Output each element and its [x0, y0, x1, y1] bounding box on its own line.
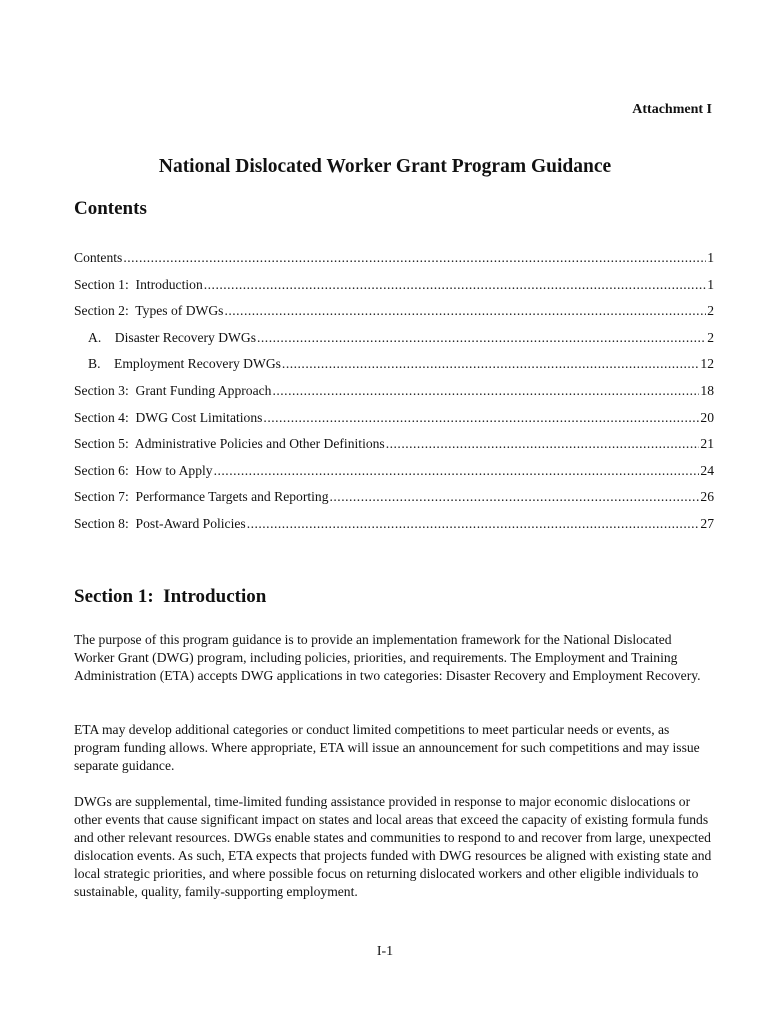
contents-heading: Contents: [74, 198, 147, 219]
toc-entry-label: Section 5: Administrative Policies and Other Definitions: [74, 436, 385, 452]
toc-entry-page: 1: [707, 276, 714, 292]
toc-dot-leader: [282, 356, 699, 372]
toc-entry-page: 12: [700, 356, 714, 372]
intro-paragraph-2: ETA may develop additional categories or conduct limited competitions to meet particular needs or events, as program funding allows. Where appropriate, ETA will issue an announcement for such competitions and may issue separate guidance.: [74, 722, 700, 773]
toc-dot-leader: [247, 516, 700, 532]
toc-entry-label: A. Disaster Recovery DWGs: [88, 329, 256, 345]
toc-entry-section-5[interactable]: [74, 436, 714, 463]
toc-entry-contents[interactable]: [74, 250, 714, 277]
toc-dot-leader: [330, 489, 700, 505]
toc-entry-page: 24: [700, 462, 714, 478]
toc-entry-label: Section 6: How to Apply: [74, 462, 213, 478]
toc-entry-page: 20: [700, 409, 714, 425]
toc-entry-section-2[interactable]: [74, 303, 714, 330]
toc-entry-section-2b[interactable]: [74, 356, 714, 383]
toc-entry-label: Section 7: Performance Targets and Reporting: [74, 489, 329, 505]
toc-dot-leader: [224, 303, 706, 319]
intro-paragraph-1: The purpose of this program guidance is to provide an implementation framework for the National Dislocated Worker Grant (DWG) program, including policies, priorities, and requirements. The Employment and Training Administration (ETA) accepts DWG applications in two categories: Disaster Recovery and Employment Recovery.: [74, 632, 701, 683]
toc-entry-label: Section 4: DWG Cost Limitations: [74, 409, 263, 425]
toc-entry-page: 2: [707, 303, 714, 319]
toc-entry-section-1[interactable]: [74, 277, 714, 304]
toc-entry-section-2a[interactable]: [74, 330, 714, 357]
toc-entry-section-6[interactable]: [74, 463, 714, 490]
toc-entry-page: 27: [700, 515, 714, 531]
toc-entry-label: Section 2: Types of DWGs: [74, 303, 224, 319]
toc-entry-page: 1: [707, 250, 714, 265]
toc-dot-leader: [123, 250, 706, 266]
toc-dot-leader: [263, 410, 699, 426]
toc-entry-section-3[interactable]: [74, 383, 714, 410]
document-title: National Dislocated Worker Grant Program Guidance: [158, 156, 612, 177]
toc-entry-page: 2: [707, 329, 714, 345]
attachment-label: Attachment I: [632, 102, 712, 117]
toc-entry-section-4[interactable]: [74, 410, 714, 437]
toc-dot-leader: [214, 463, 700, 479]
section-1-heading: Section 1: Introduction: [74, 586, 267, 607]
intro-paragraph-3: DWGs are supplemental, time-limited funding assistance provided in response to major economic dislocations or other events that cause significant impact on states and local areas that exceed the capacity of existing formula funds and other relevant resources. DWGs enable states and communities to respond to and recover from large, unexpected dislocation events. As such, ETA expects that projects funded with DWG resources be aligned with existing state and local strategic priorities, and where possible focus on returning dislocated workers and other eligible individuals to sustainable, quality, family-supporting employment.: [74, 794, 712, 899]
toc-entry-page: 18: [700, 382, 714, 398]
toc-entry-label: Section 1: Introduction: [74, 276, 203, 292]
table-of-contents: [74, 250, 714, 543]
page-number: I-1: [376, 944, 394, 959]
toc-entry-label: Section 8: Post-Award Policies: [74, 515, 246, 531]
toc-dot-leader: [386, 436, 700, 452]
toc-dot-leader: [204, 277, 706, 293]
toc-dot-leader: [257, 330, 706, 346]
toc-entry-label: Contents: [74, 250, 123, 265]
toc-entry-page: 26: [700, 489, 714, 505]
toc-dot-leader: [272, 383, 699, 399]
toc-entry-page: 21: [700, 436, 714, 452]
toc-entry-label: B. Employment Recovery DWGs: [88, 356, 281, 372]
toc-entry-section-7[interactable]: [74, 489, 714, 516]
toc-entry-label: Section 3: Grant Funding Approach: [74, 382, 272, 398]
toc-entry-section-8[interactable]: [74, 516, 714, 543]
